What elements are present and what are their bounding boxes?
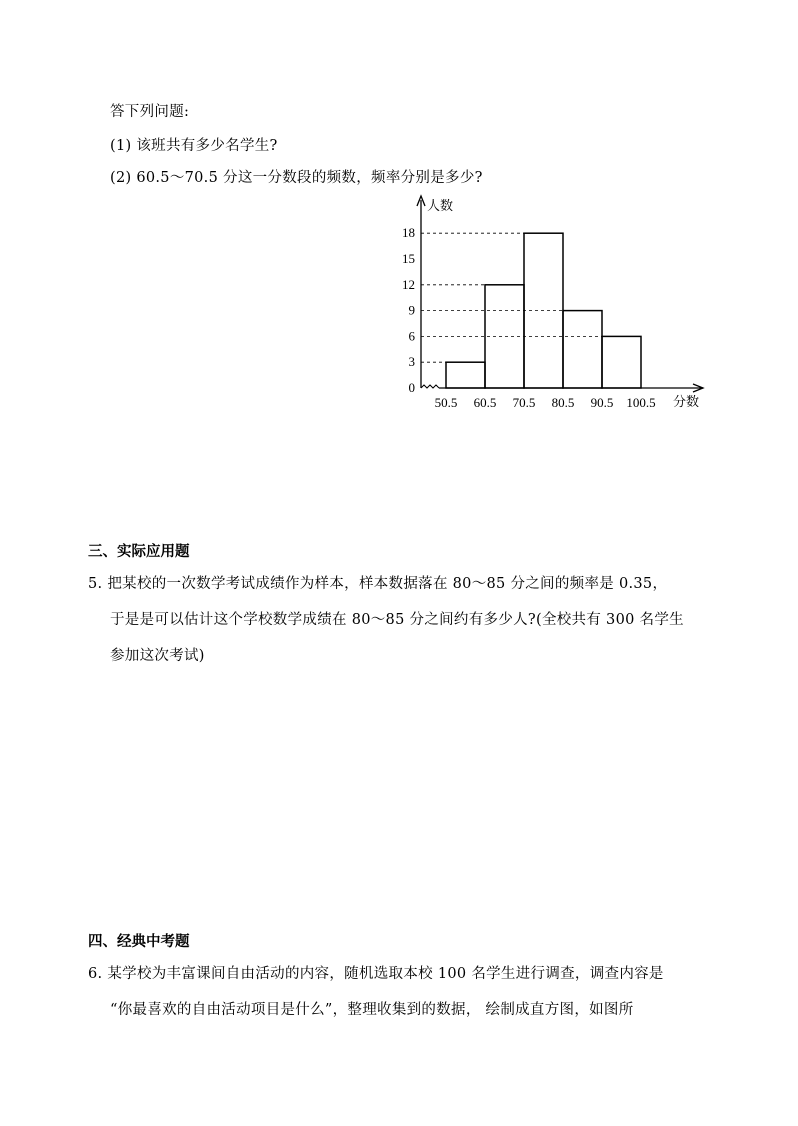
x-tick-label-4: 90.5	[590, 395, 614, 410]
question-1: (1) 该班共有多少名学生?	[110, 138, 278, 154]
intro-text: 答下列问题:	[110, 104, 190, 120]
histogram-bar-4	[602, 336, 641, 388]
y-tick-label-4: 12	[402, 276, 415, 292]
x-tick-label-1: 60.5	[473, 395, 497, 410]
question-6-line-2: “你最喜欢的自由活动项目是什么”，整理收集到的数据， 绘制成直方图，如图所	[110, 1002, 634, 1018]
y-tick-label-1: 3	[408, 354, 415, 370]
histogram-bar-0	[446, 362, 485, 388]
y-axis-label: 人数	[427, 198, 454, 213]
question-5-line-1: 5. 把某校的一次数学考试成绩作为样本，样本数据落在 80～85 分之间的频率是 0.35，	[88, 576, 668, 592]
x-tick-label-0: 50.5	[434, 395, 458, 410]
question-2: (2) 60.5～70.5 分这一分数段的频数，频率分别是多少?	[110, 170, 483, 186]
question-5-line-3: 参加这次考试)	[110, 648, 205, 664]
histogram-chart	[395, 190, 715, 420]
x-axis-label: 分数	[673, 394, 700, 409]
section-3-heading: 三、实际应用题	[88, 544, 190, 560]
x-tick-label-5: 100.5	[626, 395, 656, 410]
section-4-heading: 四、经典中考题	[88, 934, 190, 950]
y-tick-label-6: 18	[402, 225, 415, 241]
y-tick-label-3: 9	[408, 302, 415, 318]
x-tick-label-2: 70.5	[512, 395, 536, 410]
y-tick-label-0: 0	[408, 380, 415, 395]
axis-break	[421, 385, 439, 388]
y-tick-label-2: 6	[408, 328, 415, 344]
histogram-bar-3	[563, 311, 602, 388]
x-tick-label-3: 80.5	[551, 395, 575, 410]
question-6-line-1: 6. 某学校为丰富课间自由活动的内容，随机选取本校 100 名学生进行调查，调查内容是	[88, 966, 664, 982]
question-5-line-2: 于是是可以估计这个学校数学成绩在 80～85 分之间约有多少人?(全校共有 300 名学生	[110, 612, 684, 628]
y-tick-label-5: 15	[402, 251, 415, 266]
